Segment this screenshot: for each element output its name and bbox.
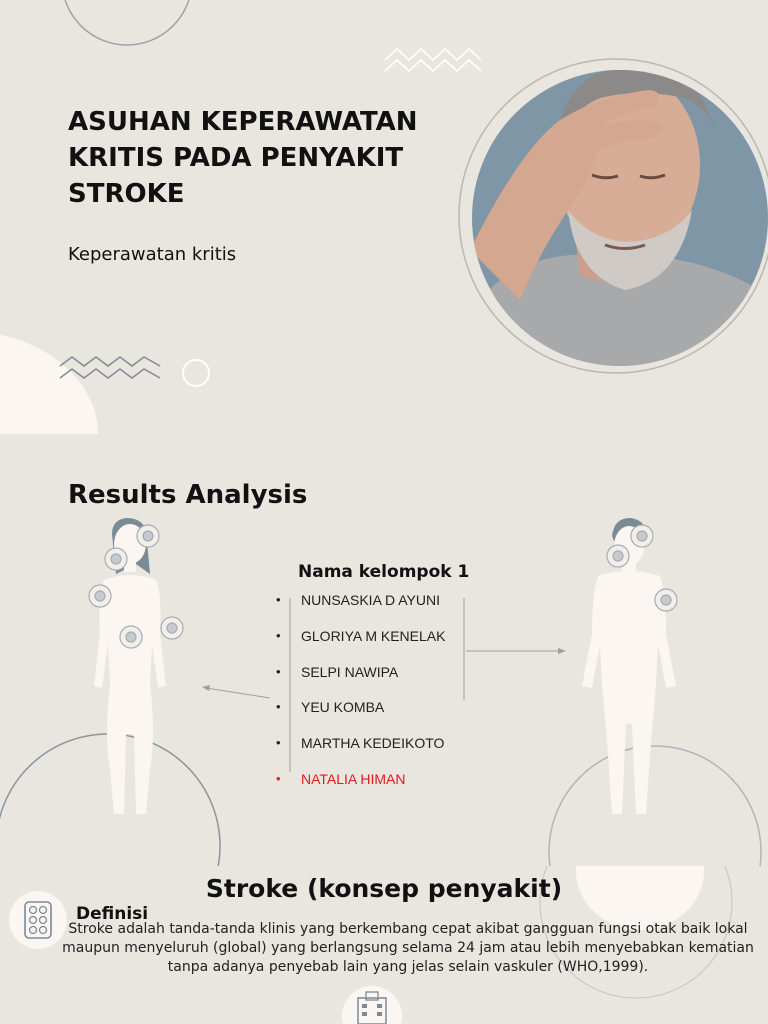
arrow-left-head [202, 685, 210, 691]
definition-text: Stroke adalah tanda-tanda klinis yang berkembang cepat akibat gangguan fungsi otak baik lokal maupun menyeluruh (global) yang berlangsung selama 24 jam atau lebih menyebabkan kematian tanpa adanya penyebab lain yang jelas selain vaskuler (WHO,1999). [62, 921, 754, 975]
list-item-highlight: • NATALIA HIMAN [276, 769, 445, 805]
list-item: • MARTHA KEDEIKOTO [276, 733, 445, 769]
arrow-right-head [558, 648, 566, 654]
small-circle [183, 360, 209, 386]
decorative-shapes [0, 0, 768, 434]
list-item: • GLORIYA M KENELAK [276, 626, 445, 662]
member-list [276, 590, 445, 805]
results-heading: Results Analysis [68, 480, 308, 510]
pill-icon [24, 901, 52, 939]
arrow-left-line [206, 688, 270, 698]
list-item: • SELPI NAWIPA [276, 662, 445, 698]
list-item: • YEU KOMBA [276, 697, 445, 733]
concept-slide [0, 866, 768, 1024]
title-slide [0, 0, 768, 434]
female-figure [94, 518, 166, 814]
group-title: Nama kelompok 1 [298, 562, 470, 582]
zigzag-top [385, 49, 481, 71]
left-half-circle [0, 330, 98, 434]
presentation-title: ASUHAN KEPERAWATAN KRITIS PADA PENYAKIT STROKE [68, 107, 418, 209]
concept-heading: Stroke (konsep penyakit) [205, 874, 563, 903]
top-arc [62, 0, 192, 45]
presentation-subtitle: Keperawatan kritis [68, 244, 237, 265]
list-item: • NUNSASKIA D AYUNI [276, 590, 445, 626]
definition-label: Definisi [76, 904, 149, 924]
hospital-icon [352, 990, 392, 1024]
arc-right [549, 746, 761, 866]
zigzag-left [60, 357, 160, 378]
results-slide [0, 434, 768, 866]
male-figure [582, 518, 676, 814]
